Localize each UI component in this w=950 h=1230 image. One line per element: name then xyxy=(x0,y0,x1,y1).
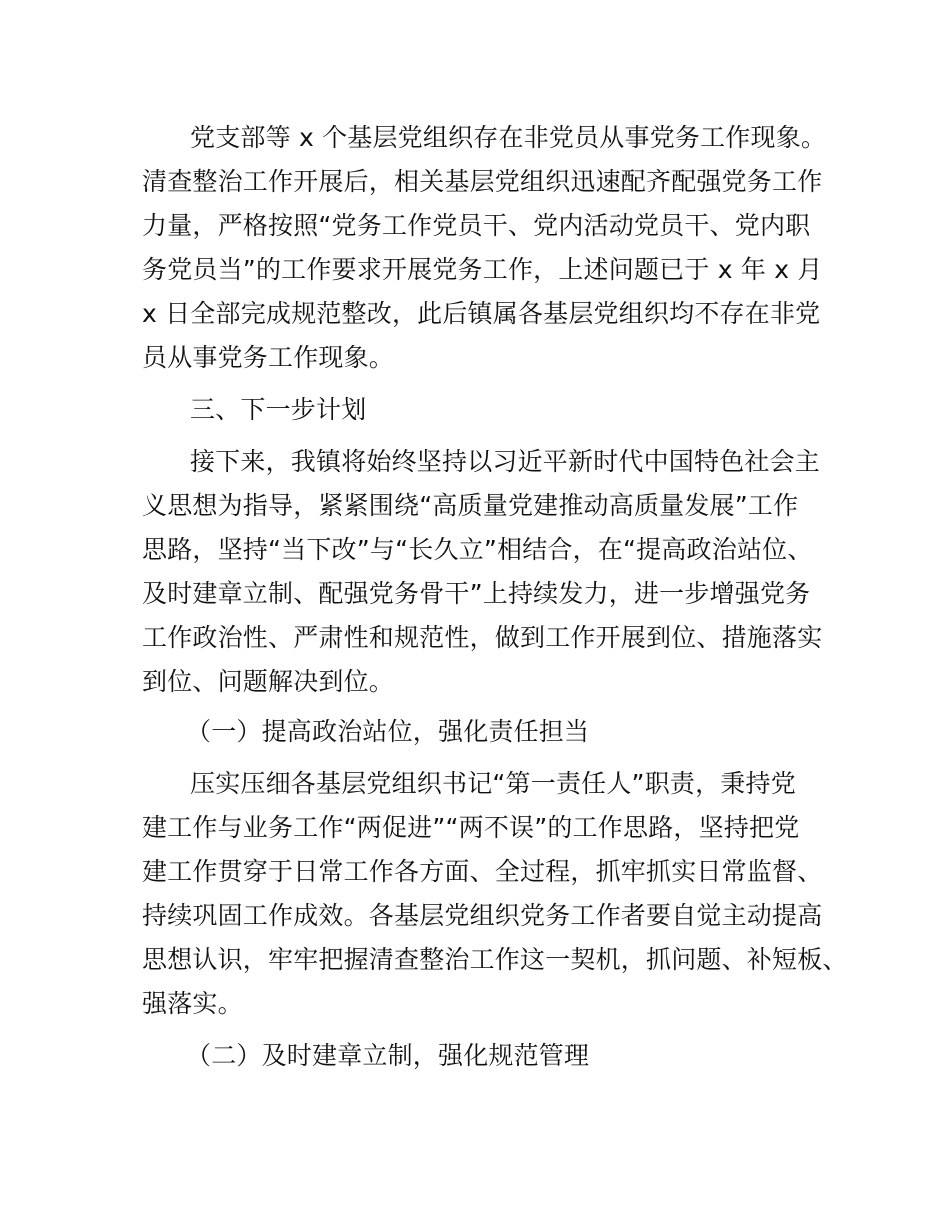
text-line: 建工作贯穿于日常工作各方面、全过程，抓牢抓实日常监督、 xyxy=(142,857,823,886)
heading-line: 三、下一步计划 xyxy=(190,395,367,424)
text-line: 持续巩固工作成效。各基层党组织党务工作者要自觉主动提高 xyxy=(142,901,823,930)
heading-line: （一）提高政治站位，强化责任担当 xyxy=(186,717,590,746)
text-line: 清查整治工作开展后，相关基层党组织迅速配齐配强党务工作 xyxy=(142,167,823,196)
text-line: 到位、问题解决到位。 xyxy=(142,667,395,696)
text-line: 接下来，我镇将始终坚持以习近平新时代中国特色社会主 xyxy=(190,447,821,476)
text-line: 压实压细各基层党组织书记“第一责任人”职责，秉持党 xyxy=(190,769,796,798)
text-line: x 日全部完成规范整改，此后镇属各基层党组织均不存在非党 xyxy=(142,299,821,328)
heading-line: （二）及时建章立制，强化规范管理 xyxy=(186,1041,590,1070)
text-line: 员从事党务工作现象。 xyxy=(142,343,395,372)
text-line: 建工作与业务工作“两促进”“两不误”的工作思路，坚持把党 xyxy=(142,813,800,842)
text-line: 思想认识，牢牢把握清查整治工作这一契机，抓问题、补短板、 xyxy=(142,945,848,974)
text-line: 力量，严格按照“党务工作党员干、党内活动党员干、党内职 xyxy=(142,211,811,240)
text-line: 工作政治性、严肃性和规范性，做到工作开展到位、措施落实 xyxy=(142,623,823,652)
text-line: 强落实。 xyxy=(142,989,243,1018)
text-line: 思路，坚持“当下改”与“长久立”相结合，在“提高政治站位、 xyxy=(142,535,813,564)
text-line: 义思想为指导，紧紧围绕“高质量党建推动高质量发展”工作 xyxy=(142,491,799,520)
text-line: 务党员当”的工作要求开展党务工作，上述问题已于 x 年 x 月 xyxy=(142,255,823,284)
text-line: 及时建章立制、配强党务骨干”上持续发力，进一步增强党务 xyxy=(142,579,811,608)
text-line: 党支部等 x 个基层党组织存在非党员从事党务工作现象。 xyxy=(190,123,827,152)
